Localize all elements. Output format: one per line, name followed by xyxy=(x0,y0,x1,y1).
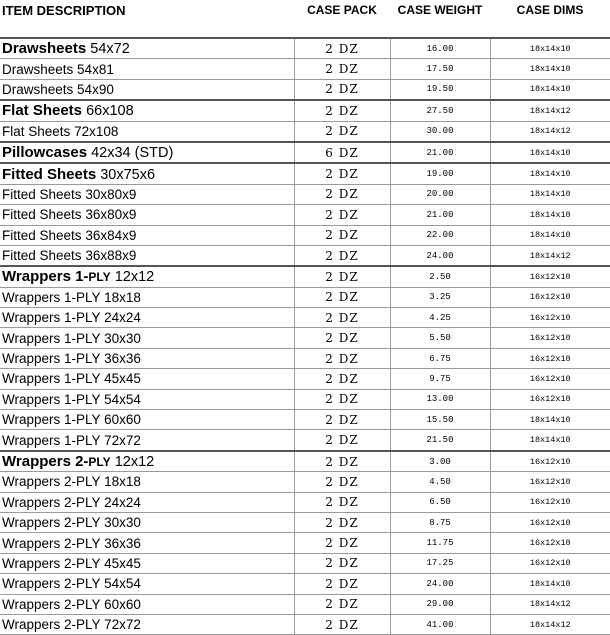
case-weight-cell: 24.00 xyxy=(390,574,490,594)
item-name: Drawsheets xyxy=(2,40,87,58)
case-pack-cell: 2 DZ xyxy=(294,328,390,348)
item-size: 72x72 xyxy=(104,617,141,633)
case-dims-cell: 18x14x10 xyxy=(490,225,610,245)
case-pack-cell: 2 DZ xyxy=(294,430,390,451)
product-table-body xyxy=(0,38,610,635)
case-dims-cell: 16x12x10 xyxy=(490,553,610,573)
item-description-cell xyxy=(0,287,294,307)
case-weight-cell: 27.50 xyxy=(390,100,490,121)
case-weight-cell: 9.75 xyxy=(390,369,490,389)
case-weight-cell: 3.25 xyxy=(390,287,490,307)
header-item-description: ITEM DESCRIPTION xyxy=(2,3,126,18)
case-pack-cell: 2 DZ xyxy=(294,553,390,573)
item-name: Wrappers 1-PLY xyxy=(2,412,101,428)
item-size: 24x24 xyxy=(104,494,141,510)
item-name: Flat Sheets xyxy=(2,123,71,139)
table-row xyxy=(0,308,610,328)
case-weight-cell: 8.75 xyxy=(390,512,490,532)
item-size: 36x36 xyxy=(104,351,141,367)
item-size: 12x12 xyxy=(114,454,155,470)
case-weight-cell: 15.50 xyxy=(390,410,490,430)
case-pack-cell: 2 DZ xyxy=(294,410,390,430)
case-dims-cell: 18x14x10 xyxy=(490,79,610,100)
case-pack-cell: 2 DZ xyxy=(294,225,390,245)
table-row xyxy=(0,266,610,287)
item-name: Wrappers 2- xyxy=(2,453,89,470)
table-row xyxy=(0,574,610,594)
case-pack-cell: 2 DZ xyxy=(294,348,390,368)
item-size: 66x108 xyxy=(86,103,134,120)
table-row xyxy=(0,142,610,163)
case-pack-cell: 2 DZ xyxy=(294,614,390,634)
case-pack-cell: 2 DZ xyxy=(294,512,390,532)
case-pack-cell: 2 DZ xyxy=(294,79,390,100)
item-name: Wrappers 1-PLY xyxy=(2,432,101,448)
case-weight-cell: 21.00 xyxy=(390,205,490,225)
case-dims-cell: 18x14x10 xyxy=(490,163,610,184)
header-case-pack: CASE PACK xyxy=(307,3,377,17)
item-name: Wrappers 1-PLY xyxy=(2,371,101,387)
table-row xyxy=(0,389,610,409)
item-size: 30x80x9 xyxy=(85,186,137,202)
item-size: 60x60 xyxy=(104,412,141,428)
table-row xyxy=(0,287,610,307)
item-size: 60x60 xyxy=(104,596,141,612)
item-size: 36x84x9 xyxy=(85,227,137,243)
table-row xyxy=(0,79,610,100)
case-weight-cell: 30.00 xyxy=(390,121,490,142)
item-description-cell xyxy=(0,430,294,451)
case-dims-cell: 18x14x12 xyxy=(490,594,610,614)
item-description-cell xyxy=(0,79,294,100)
case-dims-cell: 18x14x10 xyxy=(490,205,610,225)
table-row xyxy=(0,100,610,121)
case-pack-cell: 2 DZ xyxy=(294,492,390,512)
table-row xyxy=(0,205,610,225)
case-dims-cell: 16x12x10 xyxy=(490,472,610,492)
table-row xyxy=(0,245,610,266)
item-name: Wrappers 2-PLY xyxy=(2,555,101,571)
case-pack-cell: 2 DZ xyxy=(294,472,390,492)
item-name: Wrappers 2-PLY xyxy=(2,535,101,551)
case-dims-cell: 18x14x12 xyxy=(490,121,610,142)
table-row xyxy=(0,121,610,142)
item-name: Wrappers 2-PLY xyxy=(2,515,101,531)
case-pack-cell: 2 DZ xyxy=(294,369,390,389)
item-description-cell xyxy=(0,614,294,634)
item-name: Wrappers 2-PLY xyxy=(2,494,101,510)
case-weight-cell: 29.00 xyxy=(390,594,490,614)
item-description-cell xyxy=(0,574,294,594)
item-description-cell xyxy=(0,121,294,142)
item-description-cell xyxy=(0,328,294,348)
item-name: Fitted Sheets xyxy=(2,227,82,243)
item-name: Flat Sheets xyxy=(2,102,83,120)
case-weight-cell: 19.00 xyxy=(390,163,490,184)
item-description-cell xyxy=(0,245,294,266)
table-row xyxy=(0,614,610,634)
case-pack-cell: 2 DZ xyxy=(294,287,390,307)
case-weight-cell: 17.50 xyxy=(390,59,490,79)
case-weight-cell: 22.00 xyxy=(390,225,490,245)
case-weight-cell: 3.00 xyxy=(390,451,490,472)
item-size: 42x34 (STD) xyxy=(91,145,174,162)
item-description-cell xyxy=(0,225,294,245)
table-row xyxy=(0,38,610,59)
case-dims-cell: 18x14x10 xyxy=(490,184,610,204)
item-name: Wrappers 2-PLY xyxy=(2,596,101,612)
case-pack-cell: 2 DZ xyxy=(294,389,390,409)
item-description-cell xyxy=(0,553,294,573)
case-pack-cell: 2 DZ xyxy=(294,121,390,142)
case-weight-cell: 6.50 xyxy=(390,492,490,512)
case-dims-cell: 16x12x10 xyxy=(490,451,610,472)
case-pack-cell: 2 DZ xyxy=(294,100,390,121)
case-dims-cell: 18x14x12 xyxy=(490,100,610,121)
item-size: 36x88x9 xyxy=(85,248,137,264)
table-row xyxy=(0,328,610,348)
case-pack-cell: 2 DZ xyxy=(294,533,390,553)
item-name: Fitted Sheets xyxy=(2,248,82,264)
item-description-cell xyxy=(0,492,294,512)
table-row xyxy=(0,369,610,389)
case-dims-cell: 16x12x10 xyxy=(490,369,610,389)
table-row xyxy=(0,59,610,79)
case-pack-cell: 2 DZ xyxy=(294,38,390,59)
case-weight-cell: 16.00 xyxy=(390,38,490,59)
case-dims-cell: 16x12x10 xyxy=(490,328,610,348)
table-header xyxy=(0,0,610,22)
item-description-cell xyxy=(0,205,294,225)
item-description-cell xyxy=(0,451,294,472)
case-weight-cell: 4.50 xyxy=(390,472,490,492)
table-row xyxy=(0,553,610,573)
case-dims-cell: 18x14x10 xyxy=(490,59,610,79)
case-dims-cell: 18x14x10 xyxy=(490,430,610,451)
item-name: Wrappers 1-PLY xyxy=(2,330,101,346)
item-size: 54x54 xyxy=(104,576,141,592)
item-description-cell xyxy=(0,38,294,59)
case-dims-cell: 18x14x12 xyxy=(490,614,610,634)
case-weight-cell: 4.25 xyxy=(390,308,490,328)
item-size: 54x90 xyxy=(77,81,114,97)
item-name: Drawsheets xyxy=(2,61,74,77)
item-description-cell xyxy=(0,59,294,79)
item-name-suffix: PLY xyxy=(88,455,111,469)
table-row xyxy=(0,492,610,512)
item-description-cell xyxy=(0,266,294,287)
item-name: Fitted Sheets xyxy=(2,165,97,183)
case-dims-cell: 18x14x10 xyxy=(490,574,610,594)
item-name-suffix: PLY xyxy=(88,270,111,285)
case-dims-cell: 18x14x12 xyxy=(490,245,610,266)
case-weight-cell: 13.00 xyxy=(390,389,490,409)
item-size: 24x24 xyxy=(104,310,141,326)
case-weight-cell: 41.00 xyxy=(390,614,490,634)
item-name: Wrappers 2-PLY xyxy=(2,576,101,592)
item-description-cell xyxy=(0,594,294,614)
table-row xyxy=(0,430,610,451)
case-pack-cell: 2 DZ xyxy=(294,205,390,225)
case-pack-cell: 2 DZ xyxy=(294,594,390,614)
case-pack-cell: 2 DZ xyxy=(294,574,390,594)
case-weight-cell: 6.75 xyxy=(390,348,490,368)
table-row xyxy=(0,594,610,614)
product-table xyxy=(0,37,610,635)
case-weight-cell: 19.50 xyxy=(390,79,490,100)
table-row xyxy=(0,184,610,204)
item-size: 54x72 xyxy=(90,41,130,58)
header-case-dims: CASE DIMS xyxy=(516,3,584,17)
item-name: Wrappers 1-PLY xyxy=(2,391,101,407)
case-dims-cell: 16x12x10 xyxy=(490,348,610,368)
case-dims-cell: 16x12x10 xyxy=(490,287,610,307)
item-size: 72x108 xyxy=(74,123,119,139)
item-size: 72x72 xyxy=(104,432,141,448)
case-dims-cell: 16x12x10 xyxy=(490,492,610,512)
item-name: Wrappers 1- xyxy=(2,268,89,286)
item-description-cell xyxy=(0,163,294,184)
item-name: Fitted Sheets xyxy=(2,207,82,223)
table-row xyxy=(0,451,610,472)
item-name: Wrappers 1-PLY xyxy=(2,310,101,326)
case-dims-cell: 16x12x10 xyxy=(490,389,610,409)
table-row xyxy=(0,512,610,532)
case-pack-cell: 2 DZ xyxy=(294,245,390,266)
case-weight-cell: 21.50 xyxy=(390,430,490,451)
item-size: 54x81 xyxy=(77,61,114,77)
case-pack-cell: 2 DZ xyxy=(294,266,390,287)
table-row xyxy=(0,533,610,553)
item-size: 30x30 xyxy=(104,330,141,346)
item-description-cell xyxy=(0,100,294,121)
table-row xyxy=(0,163,610,184)
item-name: Wrappers 1-PLY xyxy=(2,289,101,305)
item-size: 18x18 xyxy=(104,474,141,490)
item-description-cell xyxy=(0,348,294,368)
item-name: Wrappers 2-PLY xyxy=(2,474,101,490)
item-size: 36x80x9 xyxy=(85,207,137,223)
case-pack-cell: 6 DZ xyxy=(294,142,390,163)
case-pack-cell: 2 DZ xyxy=(294,163,390,184)
item-size: 30x30 xyxy=(104,515,141,531)
case-pack-cell: 2 DZ xyxy=(294,59,390,79)
item-size: 18x18 xyxy=(104,289,141,305)
item-description-cell xyxy=(0,472,294,492)
item-description-cell xyxy=(0,410,294,430)
item-name: Fitted Sheets xyxy=(2,186,82,202)
case-weight-cell: 5.50 xyxy=(390,328,490,348)
table-row xyxy=(0,472,610,492)
case-weight-cell: 17.25 xyxy=(390,553,490,573)
item-description-cell xyxy=(0,308,294,328)
case-dims-cell: 16x12x10 xyxy=(490,266,610,287)
item-name: Pillowcases xyxy=(2,144,88,162)
case-dims-cell: 18x14x10 xyxy=(490,410,610,430)
item-description-cell xyxy=(0,142,294,163)
case-dims-cell: 18x14x10 xyxy=(490,142,610,163)
case-weight-cell: 2.50 xyxy=(390,266,490,287)
case-weight-cell: 24.00 xyxy=(390,245,490,266)
item-description-cell xyxy=(0,512,294,532)
item-name: Drawsheets xyxy=(2,81,74,97)
case-dims-cell: 16x12x10 xyxy=(490,512,610,532)
item-name: Wrappers 2-PLY xyxy=(2,617,101,633)
table-row xyxy=(0,348,610,368)
case-dims-cell: 16x12x10 xyxy=(490,308,610,328)
case-dims-cell: 16x12x10 xyxy=(490,533,610,553)
case-pack-cell: 2 DZ xyxy=(294,451,390,472)
item-description-cell xyxy=(0,184,294,204)
table-row xyxy=(0,410,610,430)
case-weight-cell: 11.75 xyxy=(390,533,490,553)
item-name: Wrappers 1-PLY xyxy=(2,351,101,367)
case-weight-cell: 21.00 xyxy=(390,142,490,163)
item-description-cell xyxy=(0,389,294,409)
table-row xyxy=(0,225,610,245)
item-description-cell xyxy=(0,533,294,553)
item-size: 54x54 xyxy=(104,391,141,407)
case-dims-cell: 18x14x10 xyxy=(490,38,610,59)
case-pack-cell: 2 DZ xyxy=(294,184,390,204)
item-size: 12x12 xyxy=(114,269,155,286)
item-size: 45x45 xyxy=(104,555,141,571)
item-description-cell xyxy=(0,369,294,389)
case-weight-cell: 20.00 xyxy=(390,184,490,204)
item-size: 30x75x6 xyxy=(100,166,156,183)
header-case-weight: CASE WEIGHT xyxy=(397,3,483,17)
item-size: 45x45 xyxy=(104,371,141,387)
item-size: 36x36 xyxy=(104,535,141,551)
case-pack-cell: 2 DZ xyxy=(294,308,390,328)
